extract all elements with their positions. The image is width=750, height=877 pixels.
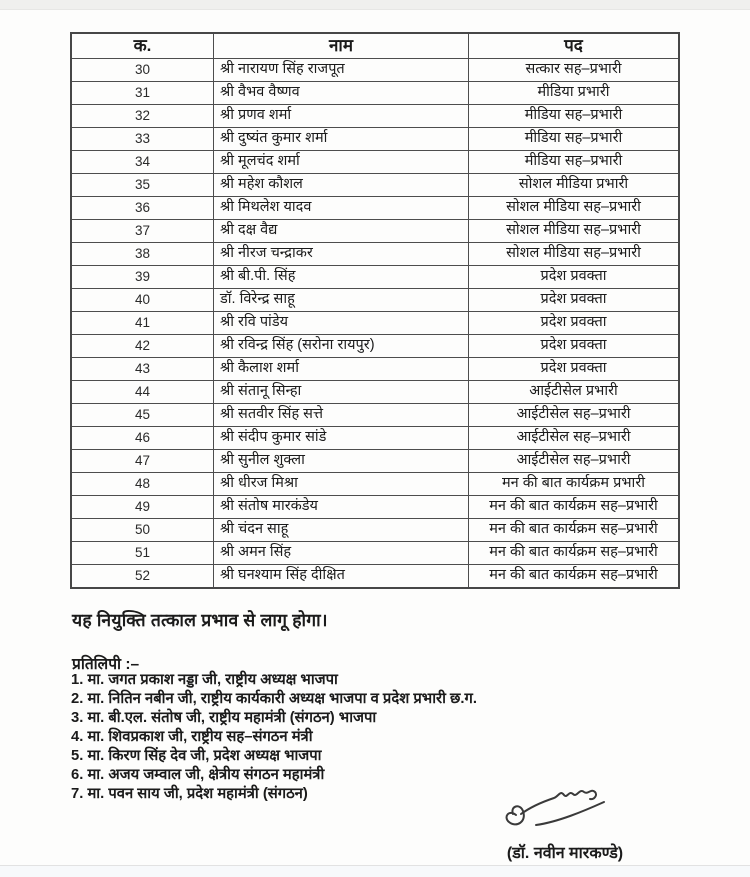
cell-post: प्रदेश प्रवक्ता xyxy=(469,358,680,381)
scan-edge-top xyxy=(0,0,750,10)
cell-name: श्री मूलचंद शर्मा xyxy=(214,151,469,174)
table-row xyxy=(71,197,679,220)
cell-post: सोशल मीडिया सह–प्रभारी xyxy=(469,220,680,243)
table-row xyxy=(71,105,679,128)
table-row xyxy=(71,335,679,358)
table-row xyxy=(71,174,679,197)
cell-serial-number: 52 xyxy=(71,565,214,589)
cell-post: प्रदेश प्रवक्ता xyxy=(469,289,680,312)
table-row xyxy=(71,404,679,427)
cell-name: श्री वैभव वैष्णव xyxy=(214,82,469,105)
header-name: नाम xyxy=(214,33,469,59)
table-row xyxy=(71,450,679,473)
cell-name: डॉ. विरेन्द्र साहू xyxy=(214,289,469,312)
cell-post: मीडिया सह–प्रभारी xyxy=(469,105,680,128)
cell-serial-number: 44 xyxy=(71,381,214,404)
header-post: पद xyxy=(469,33,680,59)
cell-serial-number: 48 xyxy=(71,473,214,496)
table-row xyxy=(71,151,679,174)
cell-serial-number: 39 xyxy=(71,266,214,289)
cell-name: श्री धीरज मिश्रा xyxy=(214,473,469,496)
cell-serial-number: 37 xyxy=(71,220,214,243)
effective-statement: यह नियुक्ति तत्काल प्रभाव से लागू होगा। xyxy=(72,610,328,630)
cell-name: श्री बी.पी. सिंह xyxy=(214,266,469,289)
copy-list-item: 2. मा. नितिन नबीन जी, राष्ट्रीय कार्यकारी अध्यक्ष भाजपा व प्रदेश प्रभारी छ.ग. xyxy=(71,691,477,707)
copy-list-item: 5. मा. किरण सिंह देव जी, प्रदेश अध्यक्ष भाजपा xyxy=(71,748,322,764)
cell-name: श्री रवि पांडेय xyxy=(214,312,469,335)
cell-serial-number: 46 xyxy=(71,427,214,450)
cell-name: श्री सतवीर सिंह सत्ते xyxy=(214,404,469,427)
cell-name: श्री नीरज चन्द्राकर xyxy=(214,243,469,266)
cell-post: सोशल मीडिया सह–प्रभारी xyxy=(469,243,680,266)
table-row xyxy=(71,82,679,105)
cell-serial-number: 51 xyxy=(71,542,214,565)
copy-list-item: 3. मा. बी.एल. संतोष जी, राष्ट्रीय महामंत्री (संगठन) भाजपा xyxy=(71,710,377,726)
cell-name: श्री संतानू सिन्हा xyxy=(214,381,469,404)
cell-post: आईटीसेल सह–प्रभारी xyxy=(469,450,680,473)
cell-serial-number: 50 xyxy=(71,519,214,542)
cell-serial-number: 47 xyxy=(71,450,214,473)
table-body xyxy=(71,59,679,589)
cell-post: मन की बात कार्यक्रम प्रभारी xyxy=(469,473,680,496)
cell-name: श्री मिथलेश यादव xyxy=(214,197,469,220)
table-row xyxy=(71,220,679,243)
cell-serial-number: 35 xyxy=(71,174,214,197)
cell-serial-number: 36 xyxy=(71,197,214,220)
table-row xyxy=(71,427,679,450)
table-row xyxy=(71,381,679,404)
cell-post: मन की बात कार्यक्रम सह–प्रभारी xyxy=(469,519,680,542)
table-row xyxy=(71,289,679,312)
appointments-table xyxy=(70,32,680,589)
cell-name: श्री कैलाश शर्मा xyxy=(214,358,469,381)
table-row xyxy=(71,243,679,266)
cell-post: प्रदेश प्रवक्ता xyxy=(469,266,680,289)
table-row xyxy=(71,496,679,519)
cell-post: मीडिया सह–प्रभारी xyxy=(469,128,680,151)
cell-name: श्री रविन्द्र सिंह (सरोना रायपुर) xyxy=(214,335,469,358)
copy-list xyxy=(71,671,477,804)
table-row xyxy=(71,312,679,335)
cell-post: मीडिया सह–प्रभारी xyxy=(469,151,680,174)
cell-serial-number: 41 xyxy=(71,312,214,335)
cell-name: श्री नारायण सिंह राजपूत xyxy=(214,59,469,82)
table-row xyxy=(71,519,679,542)
cell-post: आईटीसेल प्रभारी xyxy=(469,381,680,404)
table-row xyxy=(71,59,679,82)
cell-serial-number: 45 xyxy=(71,404,214,427)
cell-serial-number: 33 xyxy=(71,128,214,151)
cell-post: प्रदेश प्रवक्ता xyxy=(469,335,680,358)
cell-serial-number: 30 xyxy=(71,59,214,82)
table-row xyxy=(71,542,679,565)
cell-post: मन की बात कार्यक्रम सह–प्रभारी xyxy=(469,565,680,589)
copy-list-item: 1. मा. जगत प्रकाश नड्डा जी, राष्ट्रीय अध्यक्ष भाजपा xyxy=(71,672,338,688)
cell-post: सोशल मीडिया सह–प्रभारी xyxy=(469,197,680,220)
cell-name: श्री दुष्यंत कुमार शर्मा xyxy=(214,128,469,151)
cell-post: मीडिया प्रभारी xyxy=(469,82,680,105)
cell-serial-number: 42 xyxy=(71,335,214,358)
signature-scribble-icon xyxy=(500,783,635,837)
table-row xyxy=(71,358,679,381)
cell-name: श्री प्रणव शर्मा xyxy=(214,105,469,128)
cell-serial-number: 49 xyxy=(71,496,214,519)
cell-post: सोशल मीडिया प्रभारी xyxy=(469,174,680,197)
cell-name: श्री महेश कौशल xyxy=(214,174,469,197)
cell-post: प्रदेश प्रवक्ता xyxy=(469,312,680,335)
cell-post: आईटीसेल सह–प्रभारी xyxy=(469,404,680,427)
table-row xyxy=(71,128,679,151)
signer-name: (डॉ. नवीन मारकण्डे) xyxy=(506,845,624,862)
table-header xyxy=(71,33,679,59)
cell-name: श्री सुनील शुक्ला xyxy=(214,450,469,473)
cell-serial-number: 32 xyxy=(71,105,214,128)
copy-list-item: 6. मा. अजय जम्वाल जी, क्षेत्रीय संगठन महामंत्री xyxy=(71,767,325,783)
copy-list-item: 7. मा. पवन साय जी, प्रदेश महामंत्री (संगठन) xyxy=(71,786,308,802)
table-row xyxy=(71,565,679,589)
cell-post: सत्कार सह–प्रभारी xyxy=(469,59,680,82)
cell-serial-number: 38 xyxy=(71,243,214,266)
cell-name: श्री घनश्याम सिंह दीक्षित xyxy=(214,565,469,589)
scan-edge-bottom xyxy=(0,865,750,877)
cell-name: श्री चंदन साहू xyxy=(214,519,469,542)
cell-serial-number: 31 xyxy=(71,82,214,105)
cell-post: मन की बात कार्यक्रम सह–प्रभारी xyxy=(469,496,680,519)
cell-name: श्री संदीप कुमार सांडे xyxy=(214,427,469,450)
cell-post: आईटीसेल सह–प्रभारी xyxy=(469,427,680,450)
cell-name: श्री अमन सिंह xyxy=(214,542,469,565)
table-header-row xyxy=(71,33,679,59)
cell-serial-number: 43 xyxy=(71,358,214,381)
cell-serial-number: 34 xyxy=(71,151,214,174)
cell-serial-number: 40 xyxy=(71,289,214,312)
cell-name: श्री संतोष मारकंडेय xyxy=(214,496,469,519)
signature xyxy=(500,783,635,837)
table-row xyxy=(71,266,679,289)
cell-name: श्री दक्ष वैद्य xyxy=(214,220,469,243)
table-row xyxy=(71,473,679,496)
header-serial-number: क. xyxy=(71,33,214,59)
copy-list-heading: प्रतिलिपी :– xyxy=(72,656,140,673)
copy-list-item: 4. मा. शिवप्रकाश जी, राष्ट्रीय सह–संगठन मंत्री xyxy=(71,729,313,745)
cell-post: मन की बात कार्यक्रम सह–प्रभारी xyxy=(469,542,680,565)
